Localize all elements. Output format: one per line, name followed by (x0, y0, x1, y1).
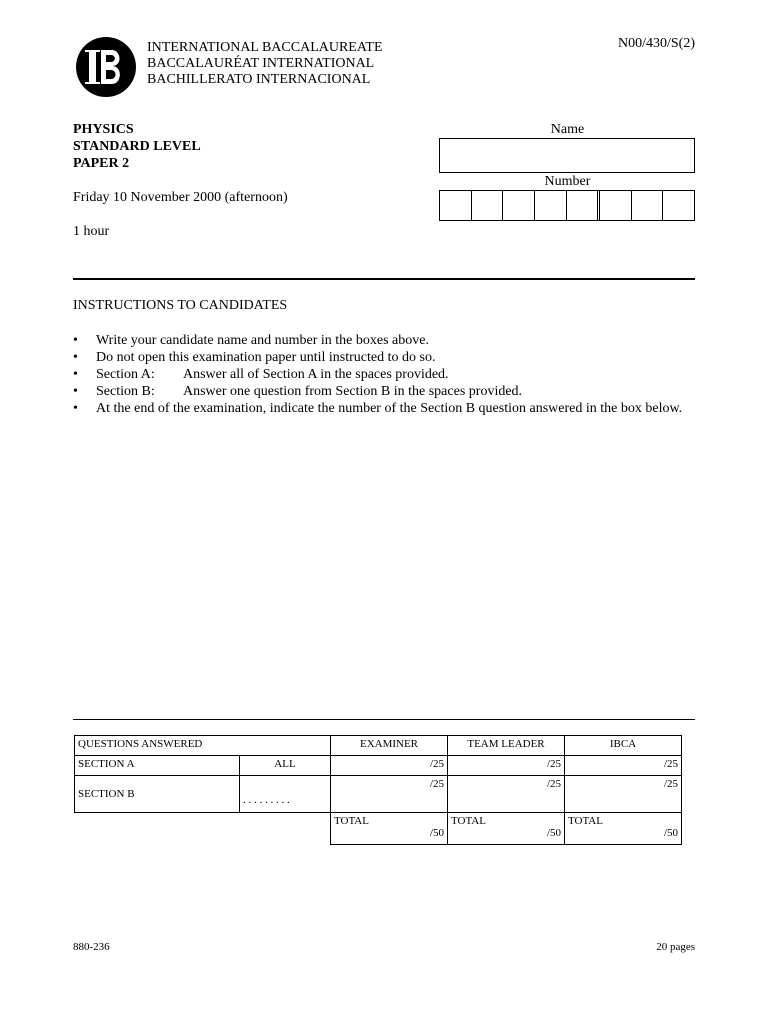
candidate-number-grid[interactable] (439, 190, 695, 221)
section-a-answered: ALL (240, 756, 331, 776)
paper-code: N00/430/S(2) (618, 36, 695, 51)
page-count: 20 pages (656, 941, 695, 953)
number-cell[interactable] (567, 191, 601, 220)
section-b-examiner-mark: /25 (331, 776, 448, 813)
bullet-icon: • (73, 350, 78, 365)
list-item: • Section A: Answer all of Section A in the spaces provided. (73, 367, 449, 382)
section-b-ibca-mark: /25 (565, 776, 682, 813)
number-cell[interactable] (663, 191, 694, 220)
bullet-icon: • (73, 384, 78, 399)
name-field[interactable] (439, 138, 695, 173)
org-name-es: BACHILLERATO INTERNACIONAL (147, 72, 371, 87)
divider (73, 278, 695, 280)
number-cell[interactable] (503, 191, 535, 220)
number-cell[interactable] (535, 191, 567, 220)
org-name-en: INTERNATIONAL BACCALAUREATE (147, 40, 383, 55)
section-b-label: SECTION B (75, 776, 240, 813)
paper-number: PAPER 2 (73, 156, 130, 171)
number-cell[interactable] (632, 191, 664, 220)
section-a-label: SECTION A (75, 756, 240, 776)
number-label: Number (544, 174, 591, 189)
exam-duration: 1 hour (73, 224, 110, 239)
list-item: • Section B: Answer one question from Section B in the spaces provided. (73, 384, 523, 399)
header-team-leader: TEAM LEADER (448, 736, 565, 756)
table-row (75, 756, 682, 776)
list-item: • Do not open this examination paper until instructed to do so. (73, 350, 436, 365)
footer-code: 880-236 (73, 941, 110, 953)
number-cell[interactable] (600, 191, 632, 220)
name-label: Name (550, 122, 585, 137)
instructions-list (73, 332, 695, 417)
header-ibca: IBCA (565, 736, 682, 756)
org-name-fr: BACCALAURÉAT INTERNATIONAL (147, 56, 375, 71)
section-b-leader-mark: /25 (448, 776, 565, 813)
section-a-leader-mark: /25 (448, 756, 565, 776)
list-item: • At the end of the examination, indicate the number of the Section B question answered in the box below. (73, 401, 683, 416)
section-a-examiner-mark: /25 (331, 756, 448, 776)
ibca-total: TOTAL /50 (565, 813, 682, 845)
table-row (75, 736, 682, 756)
bullet-icon: • (73, 367, 78, 382)
number-cell[interactable] (472, 191, 504, 220)
examiner-total: TOTAL /50 (331, 813, 448, 845)
header-examiner: EXAMINER (331, 736, 448, 756)
instructions-title: INSTRUCTIONS TO CANDIDATES (73, 298, 288, 313)
exam-date: Friday 10 November 2000 (afternoon) (73, 190, 288, 205)
section-b-answered-field[interactable]: . . . . . . . . . (240, 776, 331, 813)
ib-logo (75, 36, 137, 98)
marks-table (74, 735, 682, 845)
bullet-icon: • (73, 333, 78, 348)
number-cell[interactable] (440, 191, 472, 220)
table-row (75, 776, 682, 813)
list-item: • Write your candidate name and number in the boxes above. (73, 333, 429, 348)
header-questions: QUESTIONS ANSWERED (75, 736, 331, 756)
table-row (75, 813, 682, 845)
bullet-icon: • (73, 401, 78, 416)
section-a-ibca-mark: /25 (565, 756, 682, 776)
divider (73, 719, 695, 720)
subject: PHYSICS (73, 122, 134, 137)
leader-total: TOTAL /50 (448, 813, 565, 845)
level: STANDARD LEVEL (73, 139, 201, 154)
